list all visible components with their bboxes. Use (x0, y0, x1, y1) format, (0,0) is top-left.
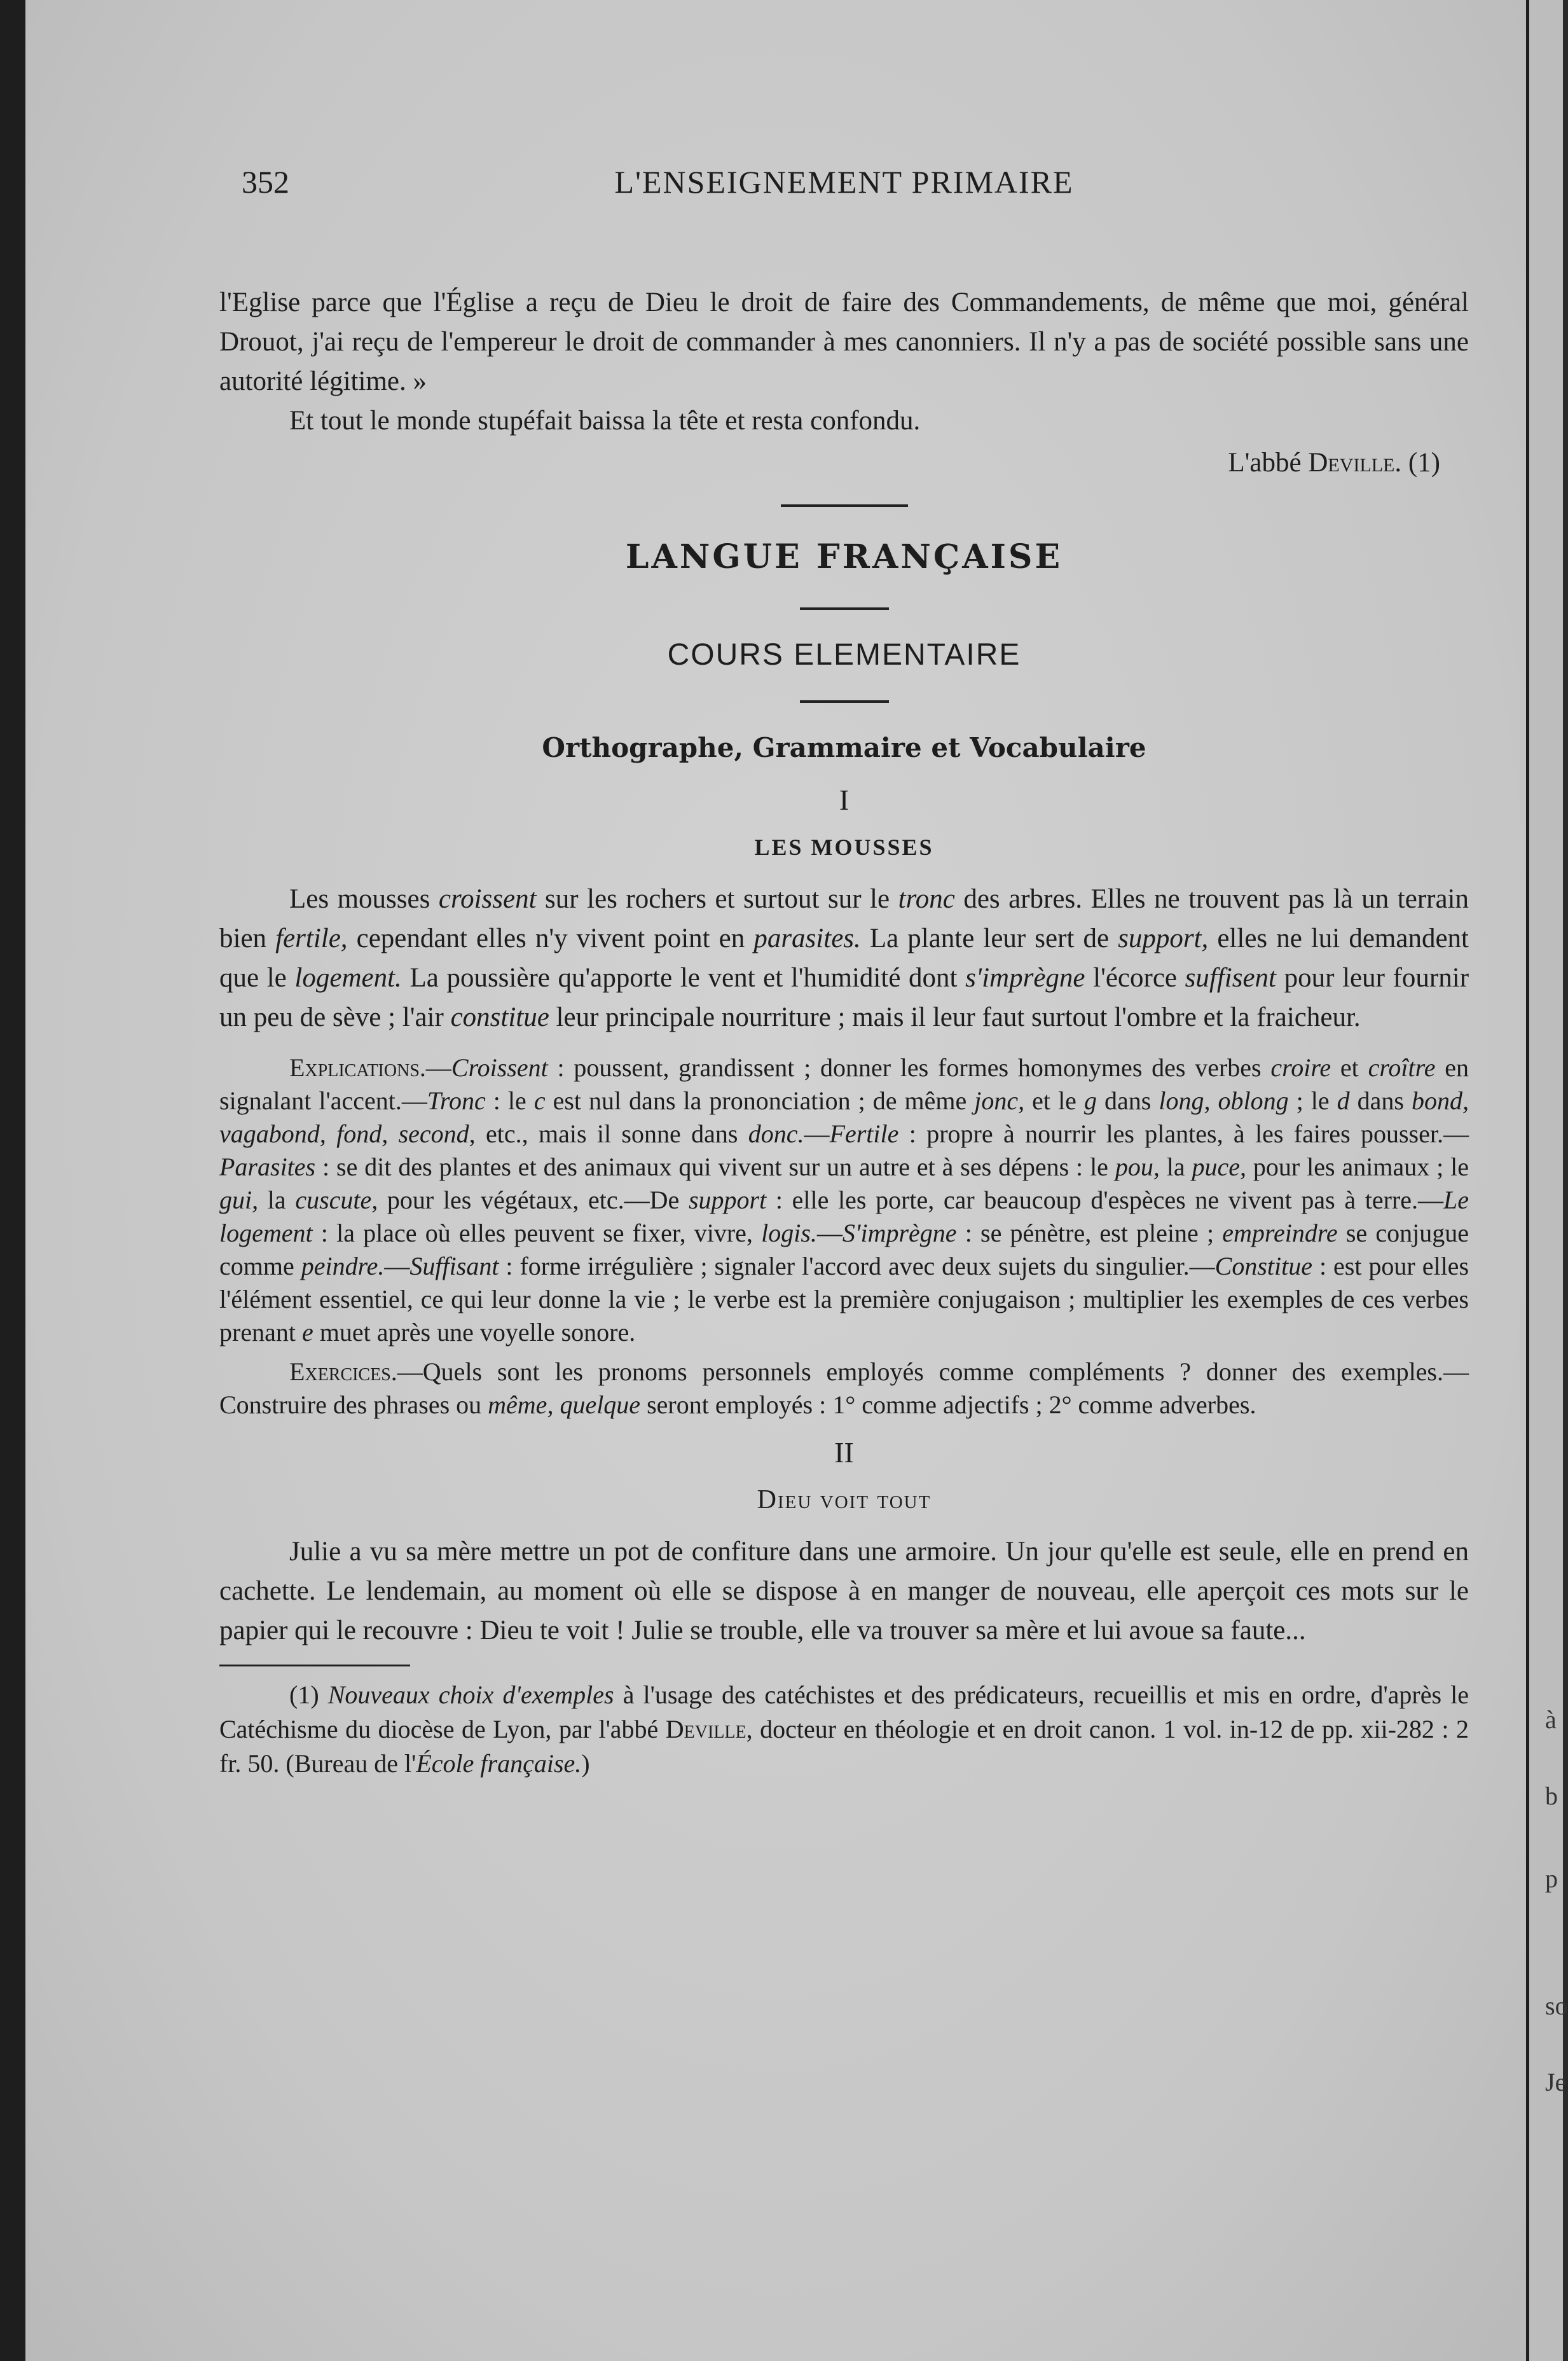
italic-run: logis. (761, 1219, 817, 1247)
text-run: : le (485, 1086, 534, 1115)
text-run: : est pour elles l'élément essentiel, ce qui leur donne la vie ; le verbe est la première conjugaison ; multiplier les exemples de ces verbes prenant (219, 1252, 1469, 1347)
text-run: pour les végétaux, etc.—De (378, 1186, 689, 1214)
text-run: etc., mais il sonne dans (475, 1119, 748, 1148)
text-run: leur principale nourriture ; mais il leur faut surtout l'ombre et la fraicheur. (549, 1002, 1361, 1032)
explications-paragraph (219, 1051, 1469, 1349)
lesson-text (219, 880, 1469, 1037)
italic-run: S'imprègne (842, 1219, 957, 1247)
italic-run: pou, (1115, 1153, 1160, 1181)
edge-glyph: b (1545, 1782, 1558, 1810)
text-run: : elle les porte, car beaucoup d'espèces ne vivent pas à terre.— (766, 1186, 1444, 1214)
text-run: (1) (289, 1680, 328, 1709)
text-run: : se dit des plantes et des animaux qui vivent sur un autre et à ses dépens : le (315, 1153, 1115, 1181)
text-run: la (258, 1186, 296, 1214)
italic-run: constitue (450, 1002, 549, 1032)
text-run: La plante leur sert de (860, 924, 1118, 953)
text-run: La poussière qu'apporte le vent et l'humidité dont (401, 963, 966, 993)
italic-run: support (688, 1186, 767, 1214)
intro-paragraph: Et tout le monde stupéfait baissa la tête et resta confondu. (289, 406, 921, 436)
explications-label: Explications. (289, 1053, 426, 1082)
section-divider (781, 504, 908, 507)
italic-run: g (1083, 1086, 1097, 1115)
text-run: à l'usage des catéchistes et des prédicateurs, recueillis et mis en ordre, d'après le Catéchisme du diocèse de Lyon, par l'abbé (219, 1680, 1469, 1743)
text-run: pour les animaux ; le (1246, 1153, 1469, 1181)
exercices-paragraph (219, 1355, 1469, 1422)
text-run: muet après une voyelle sonore. (313, 1318, 636, 1347)
italic-run: puce, (1192, 1153, 1247, 1181)
italic-run: parasites. (753, 924, 861, 953)
italic-run: support, (1118, 924, 1209, 953)
italic-run: croire (1270, 1053, 1331, 1082)
page-header (219, 162, 1469, 213)
lesson-title: LES MOUSSES (754, 834, 934, 860)
signature-suffix: . (1) (1394, 448, 1440, 478)
italic-run: suffisent (1185, 963, 1276, 993)
page-number: 352 (242, 164, 289, 200)
edge-glyph: à (1545, 1705, 1557, 1734)
italic-run: d (1337, 1086, 1350, 1115)
italic-run: Croissent (451, 1053, 548, 1082)
italic-run: gui, (219, 1186, 259, 1214)
edge-glyph: Je (1545, 2068, 1567, 2096)
text-run: — (804, 1119, 830, 1148)
signature-name: Deville (1308, 448, 1395, 478)
text-run: — (425, 1053, 451, 1082)
smallcaps-run: Deville (665, 1715, 746, 1743)
italic-run: cuscute, (295, 1186, 378, 1214)
lesson-title: Dieu voit tout (757, 1485, 932, 1514)
section-divider (800, 700, 889, 703)
edge-glyph: p (1545, 1864, 1558, 1893)
text-run: —Quels sont les pronoms personnels employés comme compléments ? donner des exemples.—Construire des phrases ou (219, 1357, 1469, 1419)
text-run: : poussent, grandissent ; donner les formes homonymes des verbes (547, 1053, 1271, 1082)
text-run: : propre à nourrir les plantes, à les faires pousser.— (898, 1119, 1469, 1148)
italic-run: c (533, 1086, 546, 1115)
text-run: l'écorce (1085, 963, 1185, 993)
text-run: elles ne lui demandent que le (219, 924, 1469, 993)
text-run: et (1331, 1053, 1368, 1082)
italic-run: Fertile (829, 1119, 899, 1148)
page-content (219, 162, 1469, 1781)
exercices-text (219, 1357, 1469, 1419)
italic-run: Le logement (219, 1186, 1469, 1247)
italic-run: croître (1368, 1053, 1436, 1082)
signature-prefix: L'abbé (1228, 448, 1302, 478)
italic-run: peindre. (301, 1252, 385, 1280)
text-run: des arbres. Elles ne trouvent pas là un terrain bien (219, 884, 1469, 953)
intro-paragraph: l'Eglise parce que l'Église a reçu de Dieu le droit de faire des Commandements, de même que moi, général Drouot, j'ai reçu de l'empereur le droit de commander à mes canonniers. Il n'y a pas de société possible sans une autorité légitime. » (219, 287, 1469, 396)
text-run: la (1159, 1153, 1192, 1181)
italic-run: long, oblong (1159, 1086, 1289, 1115)
edge-glyph: so (1545, 1991, 1568, 2020)
text-run: : forme irrégulière ; signaler l'accord avec deux sujets du singulier.— (499, 1252, 1215, 1280)
explications-text (219, 1053, 1469, 1347)
section-title: LANGUE FRANÇAISE (625, 537, 1063, 576)
footnote (219, 1678, 1469, 1781)
text-run: : la place où elles peuvent se fixer, vivre, (312, 1219, 762, 1247)
italic-run: Parasites (219, 1153, 316, 1181)
italic-run: jonc, (974, 1086, 1025, 1115)
text-run: ) (581, 1749, 590, 1778)
subject-title: Orthographe, Grammaire et Vocabulaire (542, 732, 1146, 763)
italic-run: tronc (898, 884, 955, 914)
footnote-rule (219, 1665, 410, 1666)
text-run: en signalant l'accent.— (219, 1053, 1469, 1115)
italic-run: e (301, 1318, 313, 1347)
italic-run: fertile, (275, 924, 348, 953)
text-run: dans (1096, 1086, 1159, 1115)
text-run: est nul dans la prononciation ; de même (545, 1086, 975, 1115)
lesson-text: Julie a vu sa mère mettre un pot de confiture dans une armoire. Un jour qu'elle est seule, elle en prend en cachette. Le lendemain, au moment où elle se dispose à en manger de nouveau, elle aperçoit ces mots sur le papier qui le recouvre : Dieu te voit ! Julie se trouble, elle va trouver sa mère et lui avoue sa faute... (219, 1537, 1469, 1645)
text-run: Les mousses (289, 884, 439, 914)
italic-run: Constitue (1214, 1252, 1313, 1280)
text-run: — (384, 1252, 410, 1280)
italic-run: logement. (294, 963, 402, 993)
italic-run: Suffisant (409, 1252, 499, 1280)
section-divider (800, 607, 889, 610)
italic-run: croissent (438, 884, 537, 914)
text-run: sur les rochers et surtout sur le (536, 884, 898, 914)
exercices-label: Exercices. (289, 1357, 397, 1386)
text-run: dans (1349, 1086, 1412, 1115)
text-run: seront employés : 1° comme adjectifs ; 2° comme adverbes. (640, 1390, 1256, 1419)
italic-run: s'imprègne (965, 963, 1085, 993)
italic-run: empreindre (1222, 1219, 1338, 1247)
signature (219, 443, 1440, 483)
italic-run: Tronc (427, 1086, 486, 1115)
text-run: et le (1024, 1086, 1084, 1115)
italic-run: École française. (416, 1749, 582, 1778)
text-run: ; le (1288, 1086, 1337, 1115)
italic-run: Nouveaux choix d'exemples (327, 1680, 614, 1709)
text-run: , docteur en théologie et en droit canon. 1 vol. in-12 de pp. xii-282 : 2 fr. 50. (Bureau de l' (219, 1715, 1469, 1778)
italic-run: bond, vagabond, fond, second, (219, 1086, 1469, 1148)
text-run: pour leur fournir un peu de sève ; l'air (219, 963, 1469, 1032)
text-run: se conjugue comme (219, 1219, 1469, 1280)
italic-run: même, quelque (488, 1390, 641, 1419)
running-title: L'ENSEIGNEMENT PRIMAIRE (614, 164, 1074, 200)
text-run: — (816, 1219, 842, 1247)
course-title: COURS ELEMENTAIRE (667, 638, 1021, 672)
text-run: : se pénètre, est pleine ; (956, 1219, 1223, 1247)
italic-run: donc. (748, 1119, 804, 1148)
lesson-number: I (839, 784, 849, 816)
text-run: cependant elles n'y vivent point en (347, 924, 754, 953)
lesson-number: II (834, 1436, 854, 1469)
